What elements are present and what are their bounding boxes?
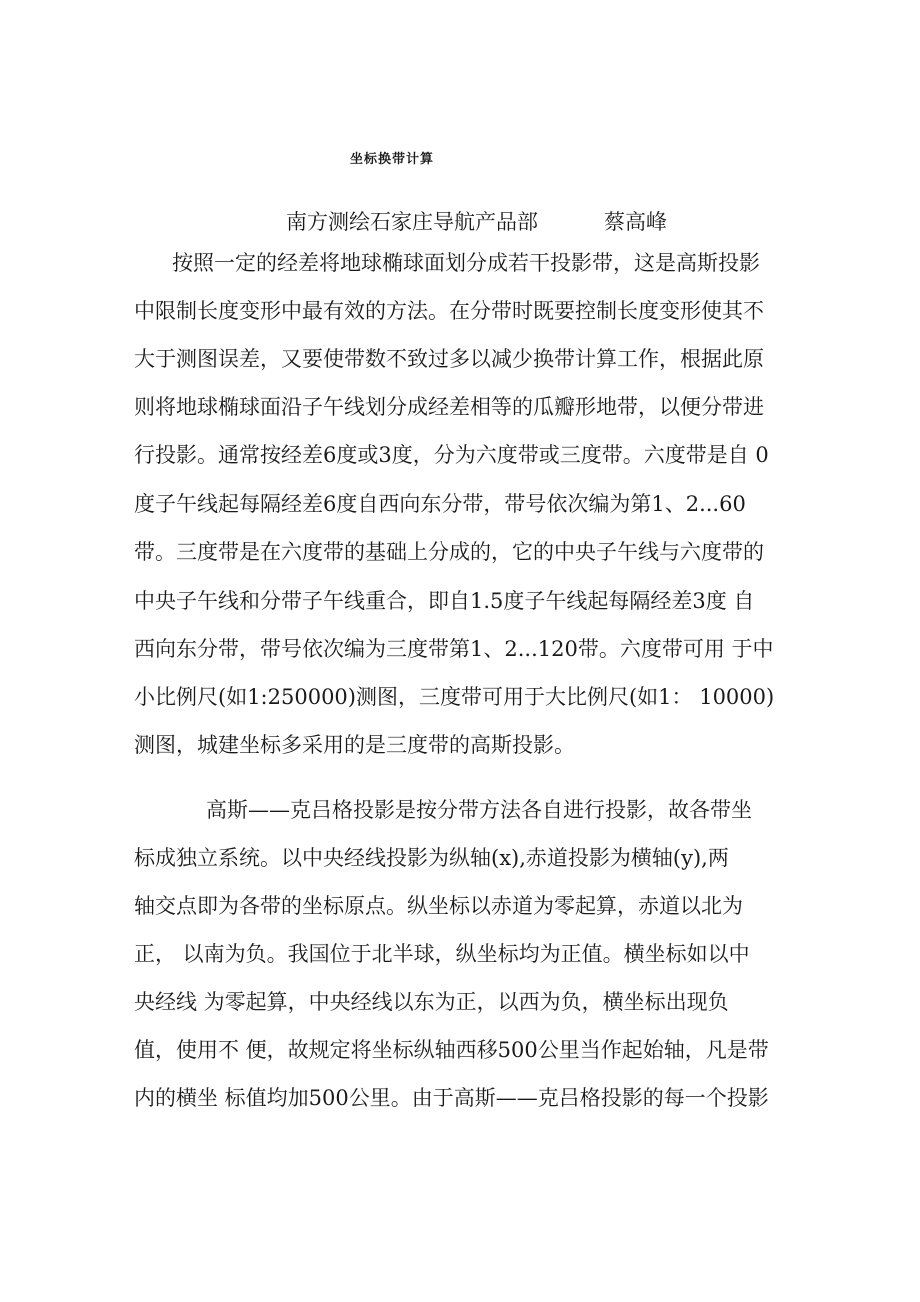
paragraph-line: 按照一定的经差将地球椭球面划分成若干投影带，这是高斯投影: [172, 251, 760, 275]
organization-name: 南方测绘石家庄导航产品部: [286, 210, 538, 234]
paragraph-line: 中央子午线和分带子午线重合，即自1.5度子午线起每隔经差3度 自: [134, 589, 755, 613]
paragraph-line: 小比例尺(如1:250000)测图，三度带可用于大比例尺(如1： 10000): [134, 685, 775, 709]
paragraph-line: 正， 以南为负。我国位于北半球，纵坐标均为正值。横坐标如以中: [134, 942, 750, 966]
author-name: 蔡高峰: [604, 210, 667, 234]
paragraph-line: 轴交点即为各带的坐标原点。纵坐标以赤道为零起算，赤道以北为: [134, 894, 743, 918]
paragraph-line: 行投影。通常按经差6度或3度，分为六度带或三度带。六度带是自 0: [134, 443, 769, 467]
paragraph-line: 高斯——克吕格投影是按分带方法各自进行投影，故各带坐: [206, 798, 752, 822]
paragraph-line: 西向东分带，带号依次编为三度带第1、2...120带。六度带可用 于中: [134, 637, 774, 661]
document-title: 坐标换带计算: [350, 152, 435, 167]
paragraph-line: 央经线 为零起算，中央经线以东为正，以西为负，横坐标出现负: [134, 990, 729, 1014]
paragraph-line: 值，使用不 便，故规定将坐标纵轴西移500公里当作起始轴，凡是带: [134, 1038, 769, 1062]
paragraph-line: 标成独立系统。以中央经线投影为纵轴(x),赤道投影为横轴(y),两: [134, 846, 729, 870]
paragraph-line: 度子午线起每隔经差6度自西向东分带，带号依次编为第1、2...60: [134, 492, 746, 516]
paragraph-line: 内的横坐 标值均加500公里。由于高斯——克吕格投影的每一个投影: [134, 1086, 769, 1110]
paragraph-line: 大于测图误差，又要使带数不致过多以减少换带计算工作，根据此原: [134, 347, 764, 371]
paragraph-line: 测图，城建坐标多采用的是三度带的高斯投影。: [134, 733, 575, 757]
paragraph-line: 带。三度带是在六度带的基础上分成的，它的中央子午线与六度带的: [134, 540, 764, 564]
paragraph-line: 则将地球椭球面沿子午线划分成经差相等的瓜瓣形地带，以便分带进: [134, 395, 764, 419]
paragraph-line: 中限制长度变形中最有效的方法。在分带时既要控制长度变形使其不: [134, 299, 764, 323]
